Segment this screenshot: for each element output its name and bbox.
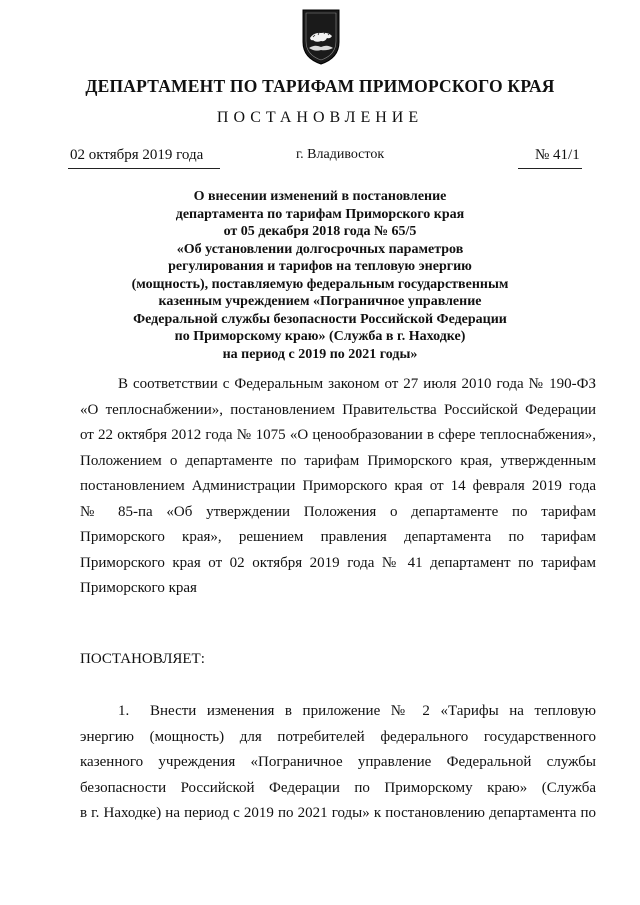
paragraph-line: Приморского края», решением правления департамента по тарифам [80,529,596,545]
document-number: № 41/1 [535,147,580,163]
document-subject [90,188,550,363]
paragraph-line: Приморского края [80,580,197,596]
preamble-paragraph [80,372,596,602]
department-title: ДЕПАРТАМЕНТ ПО ТАРИФАМ ПРИМОРСКОГО КРАЯ [85,76,555,96]
subject-line: «Об установлении долгосрочных параметров [176,241,464,257]
paragraph-line: энергию (мощность) для потребителей федерального государственного [80,728,596,745]
subject-line: регулирования и тарифов на тепловую энергию [168,259,472,274]
subject-line: по Приморскому краю» (Служба в г. Находке) [174,329,466,344]
paragraph-line: № 85-па «Об утверждении Положения о департаменте по тарифам [80,503,596,520]
item-1-paragraph [80,699,596,827]
document-city: г. Владивосток [296,147,385,162]
document-kind: ПОСТАНОВЛЕНИЕ [216,109,424,126]
date-underline [68,168,220,169]
subject-line: казенным учреждением «Пограничное управление [158,294,482,309]
resolves-heading: ПОСТАНОВЛЯЕТ: [80,651,205,667]
paragraph-line: казенного учреждения «Пограничное управление Федеральной службы [80,754,596,770]
paragraph-line: от 22 октября 2012 года № 1075 «О ценообразовании в сфере теплоснабжения», [80,427,596,443]
subject-line: Федеральной службы безопасности Российской Федерации [133,311,507,327]
document-date: 02 октября 2019 года [70,147,204,163]
paragraph-line: Приморского края от 02 октября 2019 года № 41 департамент по тарифам [80,554,596,571]
subject-line: О внесении изменений в постановление [193,189,447,204]
coat-of-arms-emblem [301,8,341,66]
item-first-line [80,699,596,725]
paragraph-line: В соответствии с Федеральным законом от 27 июля 2010 года № 190-ФЗ [118,376,596,392]
item-first-text: Внести изменения в приложение № 2 «Тарифы на тепловую [150,703,596,719]
paragraph-line: в г. Находке) на период с 2019 по 2021 годы» к постановлению департамента по [80,805,596,821]
subject-line: (мощность), поставляемую федеральным государственным [131,276,509,292]
paragraph-line: Положением о департаменте по тарифам Приморского края, утвержденным [80,452,596,469]
paragraph-line: безопасности Российской Федерации по Приморскому краю» (Служба [80,779,596,796]
subject-line: департамента по тарифам Приморского края [175,206,465,222]
paragraph-line: постановлением Администрации Приморского края от 14 февраля 2019 года [80,478,596,494]
subject-line: на период с 2019 по 2021 годы» [222,346,418,362]
subject-line: от 05 декабря 2018 года № 65/5 [223,224,417,239]
item-number: 1. [118,703,130,719]
number-underline [518,168,582,169]
paragraph-line: «О теплоснабжении», постановлением Правительства Российской Федерации [80,401,596,418]
